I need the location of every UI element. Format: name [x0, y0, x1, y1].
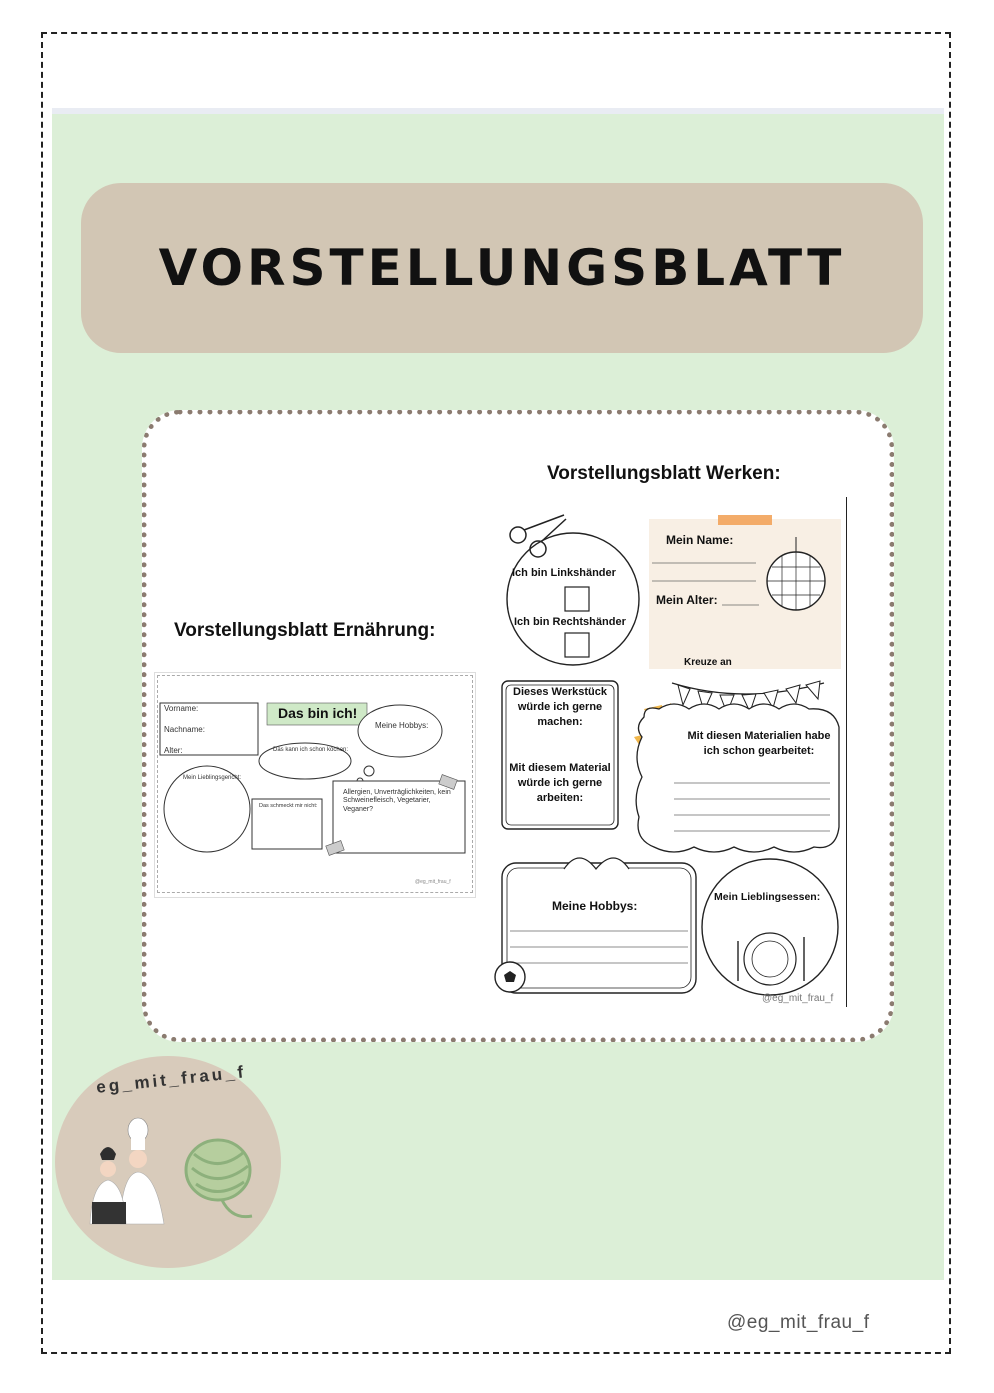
label-name: Mein Name:	[666, 533, 734, 547]
label-age: Mein Alter:	[656, 593, 718, 607]
field-label: Alter:	[164, 746, 183, 755]
brand-logo	[52, 1044, 290, 1280]
label-can-cook: Das kann ich schon kochen:	[273, 747, 349, 753]
label-favorite-food: Mein Lieblingsessen:	[714, 891, 821, 903]
page-title: VORSTELLUNGSBLATT	[158, 239, 846, 297]
label-favorite-dish: Mein Lieblingsgericht:	[183, 775, 242, 781]
field-label: Vorname:	[164, 704, 199, 713]
soccer-ball-icon	[495, 962, 525, 992]
worksheet-nutrition-preview	[154, 672, 476, 898]
label-workpiece: Dieses Werkstück würde ich gerne machen:	[513, 686, 607, 728]
preview-heading-werken: Vorstellungsblatt Werken:	[547, 463, 781, 484]
title-banner	[81, 183, 923, 353]
worksheet-credit: @eg_mit_frau_f	[762, 993, 834, 1004]
label-allergies: Allergien, Unverträglichkeiten, kein Schweinefleisch, Vegetarier, Veganer?	[343, 789, 451, 813]
footer-credit: @eg_mit_frau_f	[727, 1312, 870, 1333]
label-materials-done: Mit diesen Materialien habe ich schon gearbeitet:	[687, 730, 831, 757]
badge-das-bin-ich: Das bin ich!	[278, 705, 358, 721]
label-cross: Kreuze an	[684, 657, 732, 668]
worksheet-credit: @eg_mit_frau_f	[415, 879, 451, 885]
chef-icon	[90, 1118, 164, 1224]
label-material: Mit diesem Material würde ich gerne arbeiten:	[509, 762, 611, 804]
label-dislike: Das schmeckt mir nicht:	[259, 803, 318, 809]
label-hobbies: Meine Hobbys:	[552, 899, 638, 913]
logo-text: eg_mit_frau_f	[95, 1062, 248, 1097]
label-right-handed: Ich bin Rechtshänder	[514, 616, 626, 628]
preview-heading-nutrition: Vorstellungsblatt Ernährung:	[174, 620, 436, 641]
field-label: Nachname:	[164, 725, 205, 734]
worksheet-werken-preview	[494, 497, 849, 1007]
yarn-icon	[186, 1140, 252, 1217]
label-left-handed: Ich bin Linkshänder	[512, 567, 616, 579]
label-hobbies: Meine Hobbys:	[375, 721, 429, 730]
